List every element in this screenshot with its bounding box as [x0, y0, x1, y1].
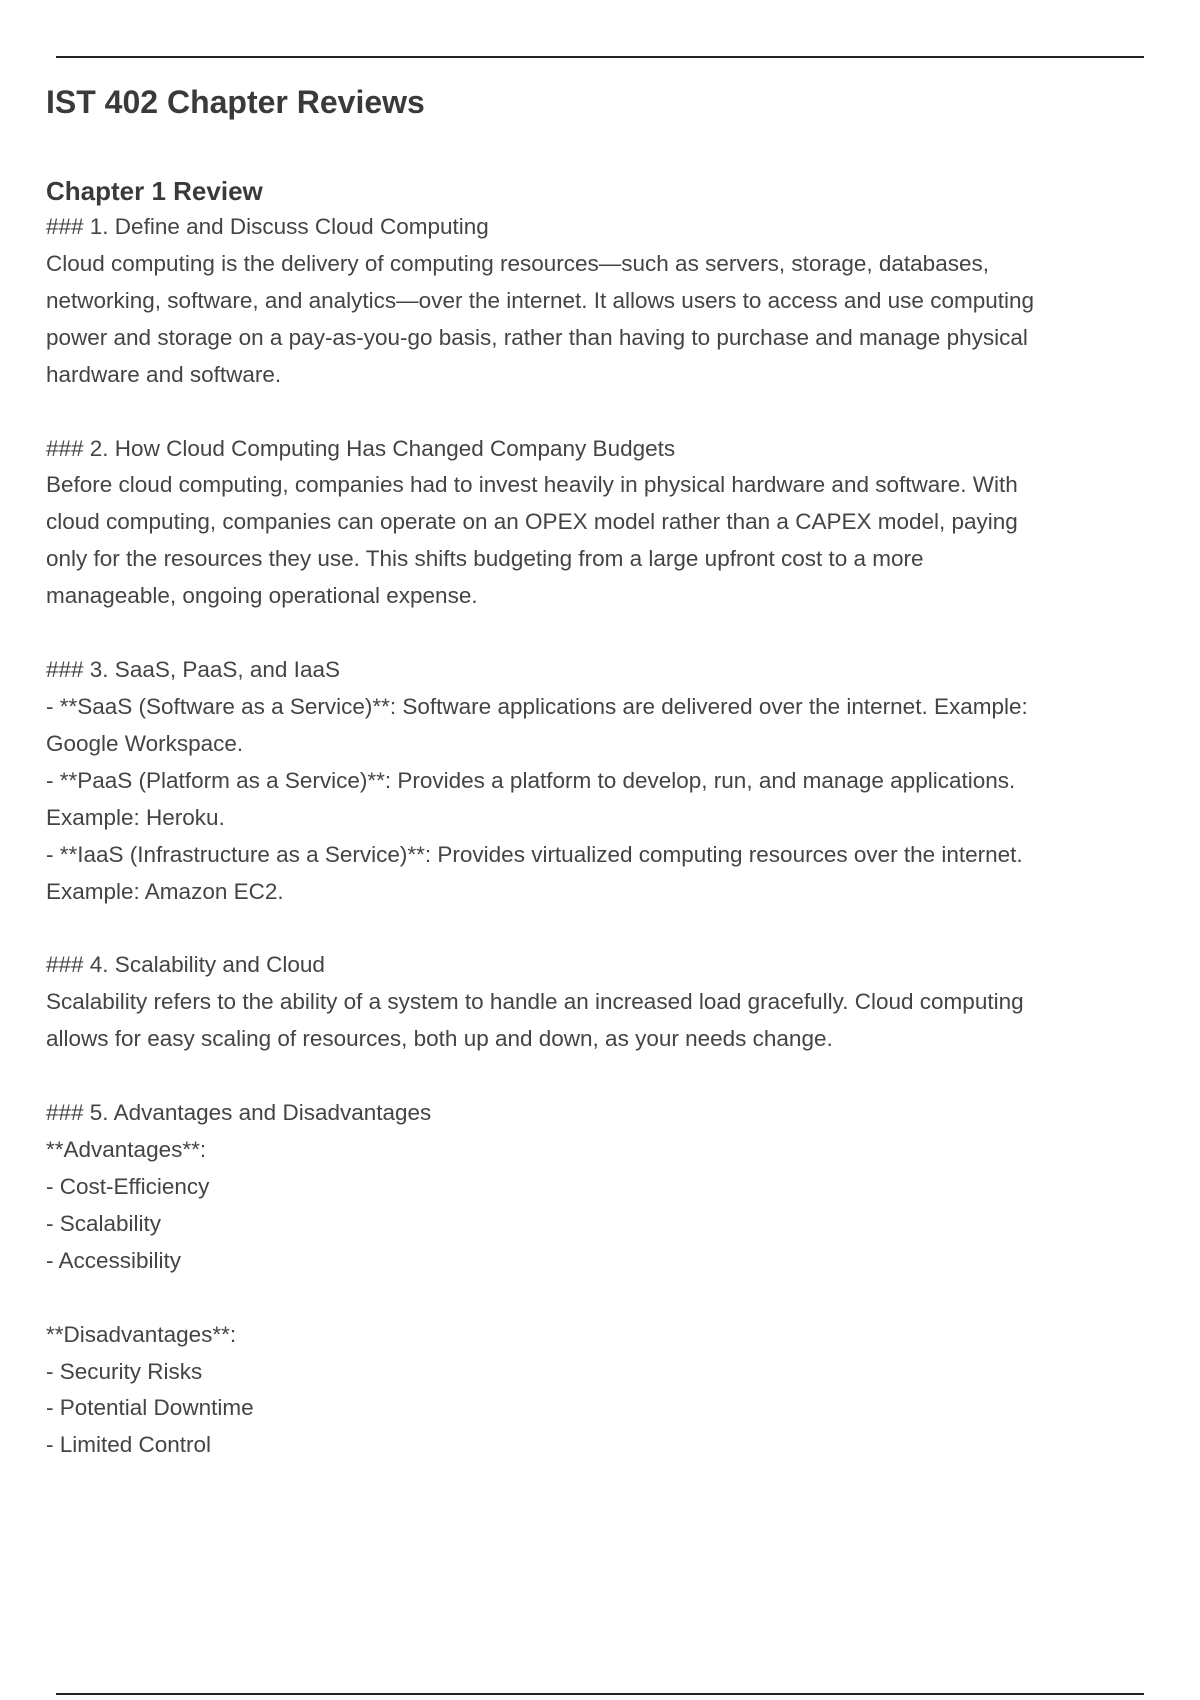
list-item: - Potential Downtime: [46, 1395, 254, 1421]
list-item: - Scalability: [46, 1210, 162, 1236]
section-heading: ### 2. How Cloud Computing Has Changed Company Budgets: [46, 435, 676, 461]
paragraph-line: Cloud computing is the delivery of computing resources—such as servers, storage, databases,: [46, 250, 989, 276]
spacer: [46, 910, 1171, 947]
section-heading: ### 5. Advantages and Disadvantages: [46, 1100, 432, 1126]
paragraph-line: hardware and software.: [46, 361, 282, 387]
paragraph-line: only for the resources they use. This shifts budgeting from a large upfront cost to a more: [46, 546, 924, 572]
disadvantages-label: **Disadvantages**:: [46, 1321, 237, 1347]
paragraph-line: manageable, ongoing operational expense.: [46, 583, 478, 609]
document-page: [46, 80, 1171, 1464]
spacer: [46, 615, 1171, 652]
spacer: [46, 394, 1171, 431]
section-heading: ### 3. SaaS, PaaS, and IaaS: [46, 657, 340, 683]
list-item: - **SaaS (Software as a Service)**: Software applications are delivered over the internet. Example:: [46, 693, 1028, 719]
section-heading: ### 4. Scalability and Cloud: [46, 952, 325, 978]
list-item: - **IaaS (Infrastructure as a Service)**: Provides virtualized computing resources over the internet.: [46, 841, 1023, 867]
paragraph-line: Scalability refers to the ability of a system to handle an increased load gracefully. Cloud computing: [46, 989, 1024, 1015]
chapter-heading: Chapter 1 Review: [46, 176, 263, 206]
advantages-label: **Advantages**:: [46, 1137, 207, 1163]
paragraph-line: Before cloud computing, companies had to invest heavily in physical hardware and software. With: [46, 472, 1018, 498]
section-5: [46, 1095, 1171, 1280]
list-item: - Cost-Efficiency: [46, 1173, 210, 1199]
bottom-rule: [56, 1693, 1144, 1695]
paragraph-line: networking, software, and analytics—over the internet. It allows users to access and use computing: [46, 287, 1035, 313]
disadvantages-block: [46, 1317, 1171, 1465]
list-item: - Security Risks: [46, 1358, 203, 1384]
list-item: Example: Amazon EC2.: [46, 878, 284, 904]
list-item: Example: Heroku.: [46, 804, 225, 830]
paragraph-line: power and storage on a pay-as-you-go basis, rather than having to purchase and manage physical: [46, 324, 1028, 350]
spacer: [46, 1058, 1171, 1095]
paragraph-line: allows for easy scaling of resources, both up and down, as your needs change.: [46, 1026, 833, 1052]
list-item: Google Workspace.: [46, 730, 244, 756]
section-1: [46, 209, 1171, 394]
document-title: IST 402 Chapter Reviews: [46, 84, 425, 120]
section-3: [46, 652, 1171, 910]
spacer: [46, 1280, 1171, 1317]
paragraph-line: cloud computing, companies can operate on an OPEX model rather than a CAPEX model, paying: [46, 509, 1018, 535]
section-heading: ### 1. Define and Discuss Cloud Computing: [46, 214, 489, 239]
list-item: - **PaaS (Platform as a Service)**: Provides a platform to develop, run, and manage applications.: [46, 767, 1016, 793]
section-2: [46, 431, 1171, 616]
list-item: - Limited Control: [46, 1432, 212, 1458]
section-4: [46, 947, 1171, 1058]
top-rule: [56, 56, 1144, 58]
list-item: - Accessibility: [46, 1247, 182, 1273]
